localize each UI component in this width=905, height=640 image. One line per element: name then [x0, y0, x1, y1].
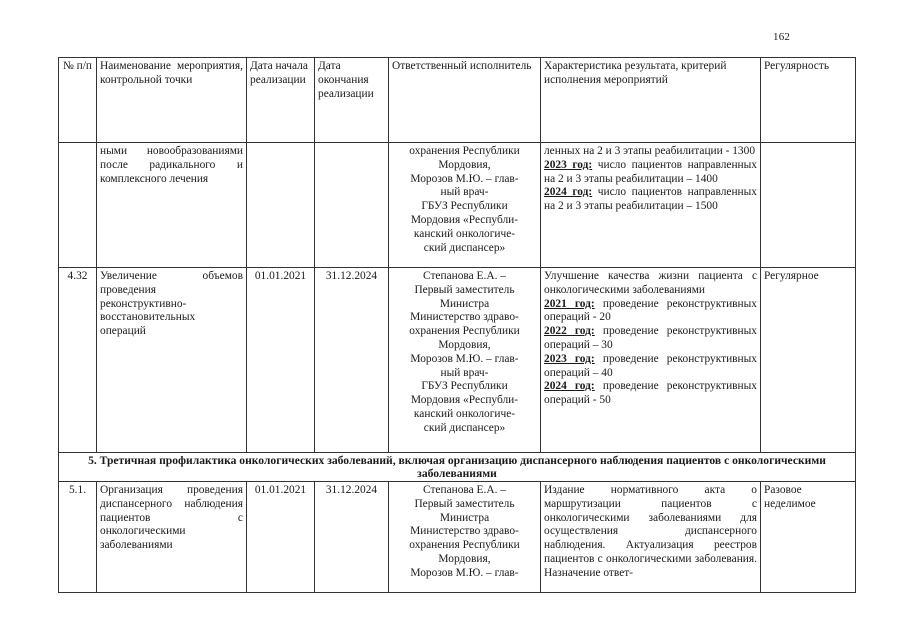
executor-line: Морозов М.Ю. – глав- [410, 566, 519, 579]
header-regularity: Регулярность [761, 58, 856, 143]
row-end-date [315, 143, 389, 268]
row-regularity [761, 143, 856, 268]
executor-line: Степанова Е.А. – [423, 270, 506, 282]
row-result [541, 268, 761, 453]
row-start-date: 01.01.2021 [247, 268, 315, 453]
row-name: ными новообразованиями после радикального и комплексного лечения [97, 143, 247, 268]
row-num [59, 143, 97, 268]
header-name: Наименование мероприятия, контрольной точки [97, 58, 247, 143]
row-end-date: 31.12.2024 [315, 268, 389, 453]
header-start-date: Дата начала реализации [247, 58, 315, 143]
executor-line: Мордовия, [438, 552, 491, 565]
executor-line: охранения Республики [409, 145, 520, 157]
executor-line: Первый заместитель [414, 283, 515, 296]
header-result: Характеристика результата, критерий исполнения мероприятий [541, 58, 761, 143]
result-year: 2022 год: [544, 325, 595, 338]
executor-line: охранения Республики [409, 325, 520, 338]
executor-line: канский онкологиче- [413, 407, 516, 420]
executor-line: ский диспансер» [423, 421, 506, 434]
activities-table [58, 57, 856, 593]
executor-line: канский онкологиче- [413, 227, 516, 240]
executor-line: ный врач- [440, 366, 489, 379]
section-heading: 5. Третичная профилактика онкологических заболеваний, включая организацию диспансерного наблюдения пациентов с онкологическими заболеваниями [59, 453, 856, 482]
result-text: число пациентов направленных на 2 и 3 этапы реабилитации – 1500 [544, 186, 757, 213]
executor-line: ский диспансер» [423, 241, 506, 254]
executor-line: Мордовия «Республи- [410, 213, 519, 226]
result-text: число пациентов направленных на 2 и 3 этапы реабилитации – 1400 [544, 158, 757, 185]
row-executor [389, 482, 541, 593]
row-regularity: Разовое неделимое [761, 482, 856, 593]
result-text: проведение реконструктивных операций - 50 [544, 380, 757, 407]
result-intro: Улучшение качества жизни пациента с онкологическими заболеваниями [544, 270, 757, 296]
result-text: проведение реконструктивных операций – 30 [544, 325, 757, 351]
row-num: 5.1. [59, 482, 97, 593]
table-header-row [59, 58, 856, 143]
table-row [59, 482, 856, 593]
header-num: № п/п [59, 58, 97, 143]
executor-line: Морозов М.Ю. – глав- [410, 352, 519, 365]
result-text: проведение реконструктивных операций – 40 [544, 352, 757, 379]
result-year: 2021 год: [544, 297, 595, 310]
table-row [59, 268, 856, 453]
executor-line: Морозов М.Ю. – глав- [410, 172, 519, 185]
row-start-date [247, 143, 315, 268]
executor-line: Министерство здраво- [410, 311, 519, 324]
row-name: Увеличение объемов проведения реконструктивно-восстановительных операций [97, 268, 247, 453]
row-executor [389, 268, 541, 453]
result-text: проведение реконструктивных операций - 20 [544, 297, 757, 324]
row-end-date: 31.12.2024 [315, 482, 389, 593]
header-executor: Ответственный исполнитель [389, 58, 541, 143]
row-executor [389, 143, 541, 268]
executor-line: охранения Республики [409, 539, 520, 552]
executor-line: Министерство здраво- [410, 525, 519, 538]
executor-line: Мордовия, [438, 338, 491, 351]
row-name: Организация проведения диспансерного наблюдения пациентов с онкологическими заболеваниями [97, 482, 247, 593]
result-year: 2023 год: [544, 158, 593, 171]
result-year: 2024 год: [544, 186, 593, 199]
executor-line: Первый заместитель [414, 497, 515, 510]
result-year: 2023 год: [544, 352, 595, 365]
result-text: ленных на 2 и 3 этапы реабилитации - 1300 [544, 145, 756, 157]
executor-line: ГБУЗ Республики [421, 380, 508, 393]
row-start-date: 01.01.2021 [247, 482, 315, 593]
executor-line: Степанова Е.А. – [423, 484, 506, 496]
row-regularity: Регулярное [761, 268, 856, 453]
table-row [59, 143, 856, 268]
executor-line: ГБУЗ Республики [421, 200, 508, 213]
result-year: 2024 год: [544, 380, 595, 393]
row-result: Издание нормативного акта о маршрутизации пациентов с онкологическими заболеваниями для осуществления диспансерного наблюдения. Актуализация реестров пациентов с онкологическими заболевания. Назначение ответ- [541, 482, 761, 593]
executor-line: ный врач- [440, 186, 489, 199]
executor-line: Мордовия, [438, 158, 491, 171]
executor-line: Министра [439, 297, 490, 310]
executor-line: Мордовия «Республи- [410, 394, 519, 407]
executor-line: Министра [439, 511, 490, 524]
section-heading-row [59, 453, 856, 482]
header-end-date: Дата окончания реализации [315, 58, 389, 143]
page-number: 162 [773, 31, 791, 43]
row-result [541, 143, 761, 268]
row-num: 4.32 [59, 268, 97, 453]
